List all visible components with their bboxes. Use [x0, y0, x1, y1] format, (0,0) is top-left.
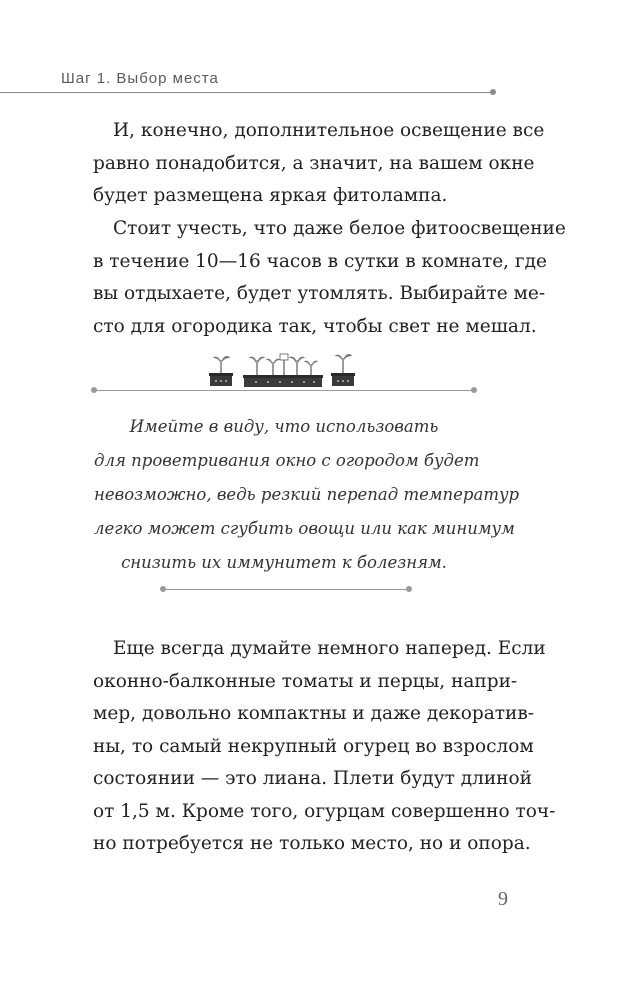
text-line: равно понадобится, а значит, на вашем окне — [93, 152, 535, 174]
header-rule-dot — [490, 89, 496, 95]
text-line: оконно-балконные томаты и перцы, напри- — [93, 670, 518, 692]
text-line: мер, довольно компактны и даже декоратив- — [93, 703, 535, 724]
text-line: вы отдыхаете, будет утомлять. Выбирайте ме- — [93, 283, 546, 304]
note-bottom-divider — [163, 589, 409, 590]
divider-dot — [406, 586, 412, 592]
text-line: в течение 10—16 часов в сутки в комнате, где — [93, 250, 547, 272]
text-line: ны, то самый некрупный огурец во взрослом — [93, 735, 534, 757]
note-top-divider — [94, 390, 474, 391]
right-pot-icon — [331, 354, 355, 386]
text-line: Стоит учесть, что даже белое фитоосвещение — [113, 218, 566, 239]
note-line: Имейте в виду, что использовать — [129, 417, 439, 436]
text-line: будет размещена яркая фитолампа. — [93, 185, 448, 206]
divider-dot — [471, 387, 477, 393]
paragraph-phytolight — [93, 213, 566, 343]
seedling-pots-illustration — [206, 350, 366, 390]
text-line: И, конечно, дополнительное освещение все — [113, 120, 545, 141]
note-line: снизить их иммунитет к болезням. — [121, 553, 447, 572]
text-line: состоянии — это лиана. Плети будут длиной — [93, 768, 532, 789]
text-line: сто для огородика так, чтобы свет не мешал. — [93, 315, 537, 337]
divider-dot — [91, 387, 97, 393]
header-rule — [0, 92, 492, 93]
text-line: но потребуется не только место, но и опора. — [93, 833, 531, 854]
paragraph-lighting — [93, 115, 545, 213]
note-line: невозможно, ведь резкий перепад температур — [94, 485, 520, 504]
text-line: Еще всегда думайте немного наперед. Если — [113, 638, 546, 659]
left-pot-icon — [209, 356, 233, 386]
paragraph-cucumber — [93, 633, 556, 861]
page-number: 9 — [498, 888, 508, 910]
text-line: от 1,5 м. Кроме того, огурцам совершенно точ- — [93, 800, 556, 822]
divider-dot — [160, 586, 166, 592]
callout-note — [94, 410, 520, 580]
note-line: легко может сгубить овощи или как минимум — [94, 519, 515, 538]
running-header: Шаг 1. Выбор места — [61, 70, 219, 87]
long-tray-icon — [243, 354, 323, 387]
note-line: для проветривания окно с огородом будет — [94, 451, 480, 470]
